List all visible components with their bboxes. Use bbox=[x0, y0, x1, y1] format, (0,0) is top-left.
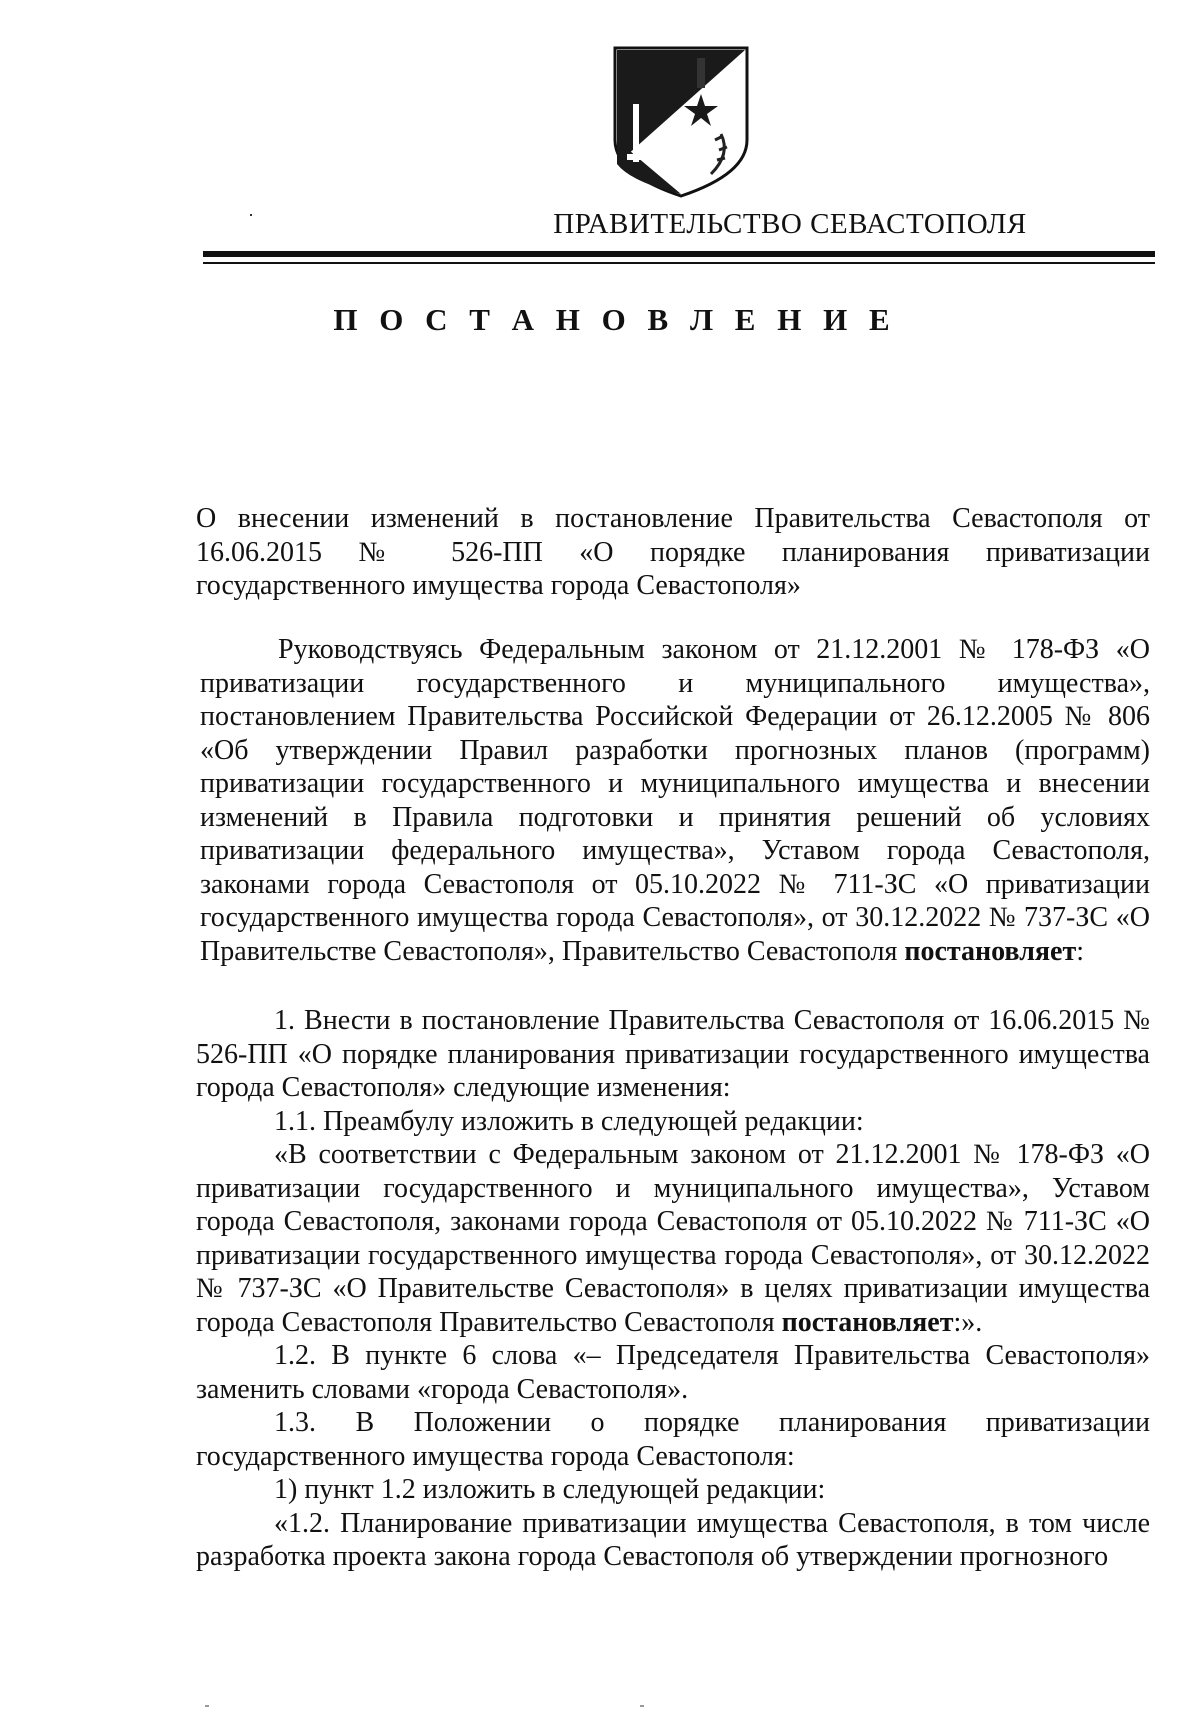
clause-1-3: 1.3. В Положении о порядке планирования приватизации государственного имущества города Севастополя: bbox=[196, 1407, 1150, 1472]
clause-1-1-quote-tail: :». bbox=[953, 1306, 983, 1338]
clause-1: 1. Внести в постановление Правительства Севастополя от 16.06.2015 № 526-ПП «О порядке планирования приватизации государственного имущества города Севастополя» следующие изменения: bbox=[196, 1005, 1150, 1103]
preamble-text: Руководствуясь Федеральным законом от 21.12.2001 № 178-ФЗ «О приватизации государственного и муниципального имущества», постановлением Правительства Российской Федерации от 26.12.2005 № 806 «Об утверждении Правил разработки прогнозных планов (программ) приватизации государственного и муниципального имущества и внесении изменений в Правила подготовки и принятия решений об условиях приватизации федерального имущества», Уставом города Севастополя, законами города Севастополя от 05.10.2022 № 711-ЗС «О приватизации государственного имущества города Севастополя», от 30.12.2022 № 737-ЗС «О Правительстве Севастополя», Правительство Севастополя bbox=[200, 634, 1150, 967]
scan-mark bbox=[205, 1705, 209, 1707]
organization-name bbox=[200, 208, 1200, 241]
header-rule-thin bbox=[203, 262, 1155, 264]
clause-1-1-quote-text: «В соответствии с Федеральным законом от 21.12.2001 № 178-ФЗ «О приватизации государственного и муниципального имущества», Уставом города Севастополя, законами города Севастополя от 05.10.2022 № 711-ЗС «О приватизации государственного имущества города Севастополя», от 30.12.2022 № 737-ЗС «О Правительстве Севастополя» в целях приватизации имущества города Севастополя Правительство Севастополя bbox=[196, 1139, 1150, 1338]
clause-1-3-1-quote: «1.2. Планирование приватизации имущества Севастополя, в том числе разработка проекта закона города Севастополя об утверждении прогнозного bbox=[196, 1507, 1150, 1572]
organization-label: ПРАВИТЕЛЬСТВО СЕВАСТОПОЛЯ bbox=[553, 208, 1027, 240]
sevastopol-emblem-icon bbox=[611, 44, 751, 200]
header-rule-thick bbox=[203, 251, 1155, 257]
clause-1-2: 1.2. В пункте 6 слова «– Председателя Правительства Севастополя» заменить словами «города Севастополя». bbox=[196, 1340, 1150, 1405]
coat-of-arms-emblem bbox=[611, 44, 751, 200]
document-title-text: О внесении изменений в постановление Правительства Севастополя от 16.06.2015 № 526-ПП «О порядке планирования приватизации государственного имущества города Севастополя» bbox=[196, 503, 1150, 601]
clause-1-3-1: 1) пункт 1.2 изложить в следующей редакции: bbox=[274, 1474, 826, 1505]
preamble-paragraph bbox=[200, 633, 1150, 968]
clause-1-1-quote bbox=[196, 1138, 1150, 1339]
clause-1-1-quote-bold: постановляет bbox=[781, 1306, 954, 1338]
clause-1-1: 1.1. Преамбулу изложить в следующей редакции: bbox=[274, 1105, 864, 1137]
document-body bbox=[196, 1004, 1150, 1574]
scan-mark bbox=[640, 1705, 644, 1707]
preamble-decree-word: постановляет bbox=[904, 935, 1077, 967]
preamble-decree-tail: : bbox=[1076, 935, 1085, 967]
preamble bbox=[200, 633, 1150, 968]
document-title bbox=[196, 502, 1150, 603]
document-type-heading: П О С Т А Н О В Л Е Н И Е bbox=[333, 302, 897, 337]
